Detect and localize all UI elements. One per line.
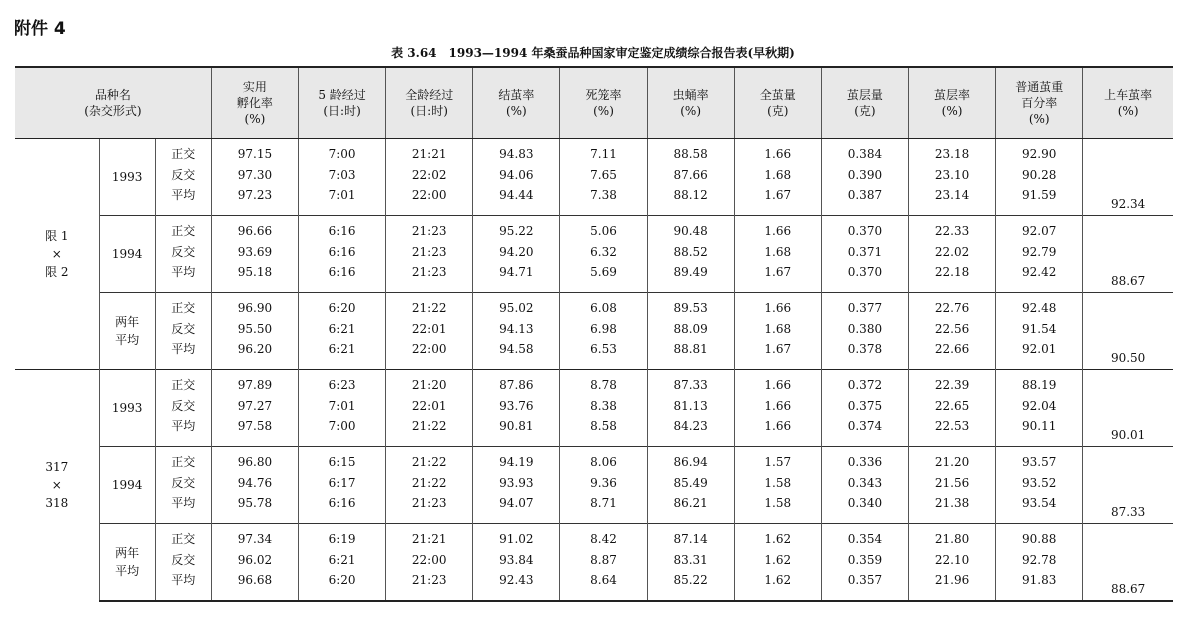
header-5th-instar: 5 龄经过 (日:时): [299, 67, 386, 139]
value-cell: 87.33 81.13 84.23: [647, 370, 734, 447]
value-cell: 8.78 8.38 8.58: [560, 370, 647, 447]
year-cell: 1993: [99, 370, 155, 447]
header-cocoon-weight: 全茧量 (克): [734, 67, 821, 139]
table-row: [15, 370, 1173, 447]
value-cell: 6:19 6:21 6:20: [299, 524, 386, 601]
value-cell: 6:16 6:16 6:16: [299, 216, 386, 293]
header-shell-rate: 茧层率 (%): [908, 67, 995, 139]
value-cell: 22.39 22.65 22.53: [908, 370, 995, 447]
value-cell: 22.76 22.56 22.66: [908, 293, 995, 370]
value-cell: 0.384 0.390 0.387: [821, 139, 908, 216]
value-cell: 89.53 88.09 88.81: [647, 293, 734, 370]
table-caption: 表 3.64 1993—1994 年桑蚕品种国家审定鉴定成绩综合报告表(早秋期): [391, 46, 795, 60]
value-cell: 97.15 97.30 97.23: [211, 139, 298, 216]
value-cell: 21:20 22:01 21:22: [386, 370, 473, 447]
value-cell: 97.34 96.02 96.68: [211, 524, 298, 601]
cross-type-cell: 正交 反交 平均: [155, 370, 211, 447]
value-cell: 88.58 87.66 88.12: [647, 139, 734, 216]
cross-type-cell: 正交 反交 平均: [155, 447, 211, 524]
value-cell: 92.07 92.79 92.42: [996, 216, 1083, 293]
variety-cell: 317 × 318: [15, 370, 99, 601]
reelable-rate-cell: 90.01: [1083, 370, 1173, 447]
table-row: [15, 293, 1173, 370]
value-cell: 0.370 0.371 0.370: [821, 216, 908, 293]
value-cell: 97.89 97.27 97.58: [211, 370, 298, 447]
header-variety: 品种名 (杂交形式): [15, 67, 211, 139]
value-cell: 94.19 93.93 94.07: [473, 447, 560, 524]
value-cell: 21:21 22:00 21:23: [386, 524, 473, 601]
value-cell: 22.33 22.02 22.18: [908, 216, 995, 293]
value-cell: 0.336 0.343 0.340: [821, 447, 908, 524]
value-cell: 96.80 94.76 95.78: [211, 447, 298, 524]
value-cell: 7.11 7.65 7.38: [560, 139, 647, 216]
value-cell: 91.02 93.84 92.43: [473, 524, 560, 601]
value-cell: 96.90 95.50 96.20: [211, 293, 298, 370]
table-row: [15, 447, 1173, 524]
reelable-rate-cell: 87.33: [1083, 447, 1173, 524]
value-cell: 1.62 1.62 1.62: [734, 524, 821, 601]
value-cell: 21:23 21:23 21:23: [386, 216, 473, 293]
table-body: [15, 139, 1173, 601]
value-cell: 95.22 94.20 94.71: [473, 216, 560, 293]
value-cell: 0.377 0.380 0.378: [821, 293, 908, 370]
header-pupation-rate: 虫蛹率 (%): [647, 67, 734, 139]
header-row: [15, 67, 1173, 139]
value-cell: 93.57 93.52 93.54: [996, 447, 1083, 524]
year-cell: 两年 平均: [99, 524, 155, 601]
value-cell: 1.66 1.68 1.67: [734, 139, 821, 216]
value-cell: 8.42 8.87 8.64: [560, 524, 647, 601]
header-dead-rate: 死笼率 (%): [560, 67, 647, 139]
value-cell: 92.90 90.28 91.59: [996, 139, 1083, 216]
header-shell-weight: 茧层量 (克): [821, 67, 908, 139]
value-cell: 0.372 0.375 0.374: [821, 370, 908, 447]
table-row: [15, 216, 1173, 293]
cross-type-cell: 正交 反交 平均: [155, 216, 211, 293]
reelable-rate-cell: 88.67: [1083, 216, 1173, 293]
value-cell: 1.66 1.66 1.66: [734, 370, 821, 447]
reelable-rate-cell: 92.34: [1083, 139, 1173, 216]
value-cell: 8.06 9.36 8.71: [560, 447, 647, 524]
cross-type-cell: 正交 反交 平均: [155, 293, 211, 370]
header-reelable-rate: 上车茧率 (%): [1083, 67, 1173, 139]
table-row: [15, 139, 1173, 216]
value-cell: 6:15 6:17 6:16: [299, 447, 386, 524]
variety-cell: 限 1 × 限 2: [15, 139, 99, 370]
value-cell: 0.354 0.359 0.357: [821, 524, 908, 601]
value-cell: 90.48 88.52 89.49: [647, 216, 734, 293]
value-cell: 21.20 21.56 21.38: [908, 447, 995, 524]
cross-type-cell: 正交 反交 平均: [155, 524, 211, 601]
value-cell: 21:22 21:22 21:23: [386, 447, 473, 524]
header-full-instar: 全龄经过 (日:时): [386, 67, 473, 139]
value-cell: 21:22 22:01 22:00: [386, 293, 473, 370]
reelable-rate-cell: 90.50: [1083, 293, 1173, 370]
reelable-rate-cell: 88.67: [1083, 524, 1173, 601]
year-cell: 1993: [99, 139, 155, 216]
value-cell: 6:23 7:01 7:00: [299, 370, 386, 447]
value-cell: 21.80 22.10 21.96: [908, 524, 995, 601]
header-cocooning-rate: 结茧率 (%): [473, 67, 560, 139]
value-cell: 96.66 93.69 95.18: [211, 216, 298, 293]
header-normal-cocoon-rate: 普通茧重 百分率 (%): [996, 67, 1083, 139]
attachment-label: 附件 4: [14, 19, 66, 39]
value-cell: 5.06 6.32 5.69: [560, 216, 647, 293]
value-cell: 6.08 6.98 6.53: [560, 293, 647, 370]
value-cell: 88.19 92.04 90.11: [996, 370, 1083, 447]
year-cell: 两年 平均: [99, 293, 155, 370]
value-cell: 1.66 1.68 1.67: [734, 293, 821, 370]
value-cell: 1.57 1.58 1.58: [734, 447, 821, 524]
value-cell: 86.94 85.49 86.21: [647, 447, 734, 524]
year-cell: 1994: [99, 447, 155, 524]
year-cell: 1994: [99, 216, 155, 293]
table-row: [15, 524, 1173, 601]
value-cell: 94.83 94.06 94.44: [473, 139, 560, 216]
value-cell: 21:21 22:02 22:00: [386, 139, 473, 216]
value-cell: 1.66 1.68 1.67: [734, 216, 821, 293]
value-cell: 92.48 91.54 92.01: [996, 293, 1083, 370]
value-cell: 90.88 92.78 91.83: [996, 524, 1083, 601]
value-cell: 23.18 23.10 23.14: [908, 139, 995, 216]
cross-type-cell: 正交 反交 平均: [155, 139, 211, 216]
value-cell: 6:20 6:21 6:21: [299, 293, 386, 370]
value-cell: 95.02 94.13 94.58: [473, 293, 560, 370]
value-cell: 87.86 93.76 90.81: [473, 370, 560, 447]
value-cell: 87.14 83.31 85.22: [647, 524, 734, 601]
silkworm-results-table: [15, 66, 1173, 602]
value-cell: 7:00 7:03 7:01: [299, 139, 386, 216]
header-hatching-rate: 实用 孵化率 (%): [211, 67, 298, 139]
